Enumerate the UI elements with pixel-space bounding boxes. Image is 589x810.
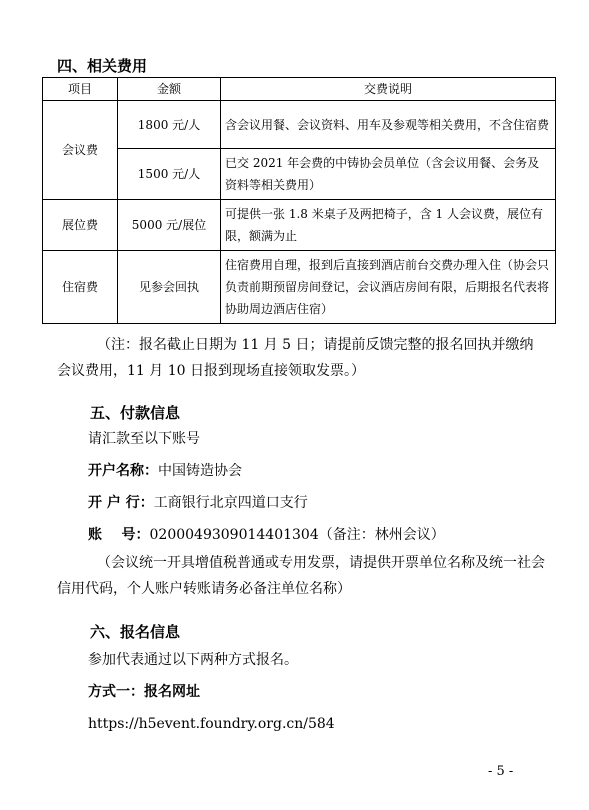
item-meeting-fee: 会议费 [43,101,118,200]
registration-url: https://h5event.foundry.org.cn/584 [88,716,335,732]
amount-cell: 5000 元/展位 [118,200,221,251]
section-heading-payment: 五、付款信息 [90,404,181,422]
account-number-line [88,521,548,549]
amount-cell: 见参会回执 [118,251,221,324]
table-row [43,251,556,324]
bank-line [88,489,548,517]
table-row [43,101,556,149]
page-number: - 5 - [488,764,514,779]
account-number-value: 0200049309014401304（备注：林州会议） [149,527,445,543]
payment-intro: 请汇款至以下账号 [88,431,200,447]
account-number-label: 账 号： [88,527,150,543]
deadline-note: （注：报名截止日期为 11 月 5 日；请提前反馈完整的报名回执并缴纳会议费用，11 月 10 日报到现场直接领取发票。） [57,337,534,379]
description-cell: 住宿费用自理，报到后直接到酒店前台交费办理入住（协会只负责前期预留房间登记，会议酒店房间有限，后期报名代表将协助周边酒店住宿） [221,251,556,324]
header-amount: 金额 [118,78,221,101]
method-one-label: 方式一：报名网址 [88,684,200,700]
item-booth-fee: 展位费 [43,200,118,251]
fees-table-header [43,78,556,101]
table-row [43,200,556,251]
account-name-value: 中国铸造协会 [158,463,242,479]
header-item: 项目 [43,78,118,101]
section-heading-fees: 四、相关费用 [57,57,148,75]
description-cell: 含会议用餐、会议资料、用车及参观等相关费用，不含住宿费 [221,101,556,149]
amount-cell: 1800 元/人 [118,101,221,149]
header-description: 交费说明 [221,78,556,101]
amount-cell: 1500 元/人 [118,149,221,200]
account-name-label: 开户名称： [88,463,158,479]
bank-label: 开 户 行： [88,495,154,511]
table-row [43,149,556,200]
account-name-line [88,457,548,485]
fees-table [42,77,556,324]
invoice-note: （会议统一开具增值税普通或专用发票，请提供开票单位名称及统一社会信用代码，个人账户转账请务必备注单位名称） [57,555,545,597]
bank-value: 工商银行北京四道口支行 [153,495,308,511]
section-heading-registration: 六、报名信息 [90,623,181,641]
description-cell: 已交 2021 年会费的中铸协会员单位（含会议用餐、会务及资料等相关费用） [221,149,556,200]
registration-intro: 参加代表通过以下两种方式报名。 [88,652,298,668]
description-cell: 可提供一张 1.8 米桌子及两把椅子，含 1 人会议费，展位有限，额满为止 [221,200,556,251]
item-lodging-fee: 住宿费 [43,251,118,324]
